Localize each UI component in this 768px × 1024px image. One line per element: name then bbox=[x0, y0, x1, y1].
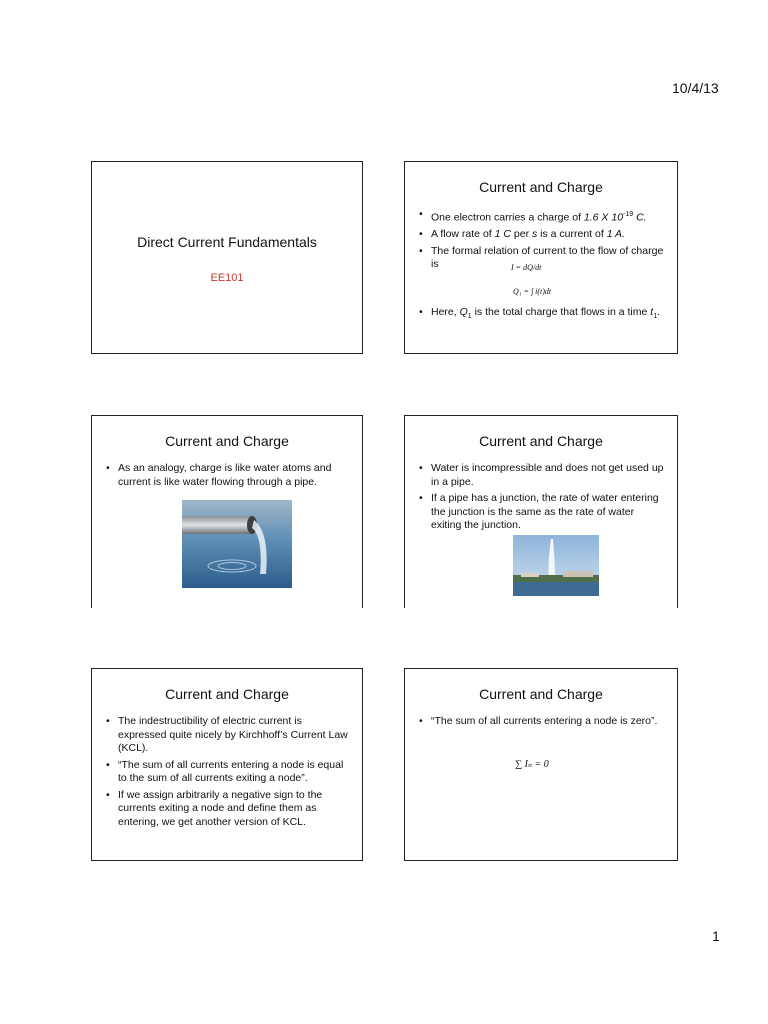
slide-title: Current and Charge bbox=[165, 433, 289, 449]
bullet-item: • Here, $Q_1$ is the total charge that flows in a time $t_1$. bbox=[419, 306, 667, 324]
slide-title: Current and Charge bbox=[165, 686, 289, 702]
bullet-list bbox=[106, 715, 352, 832]
slide-title: Current and Charge bbox=[479, 179, 603, 195]
bullet-item: • A flow rate of 1 C per s is a current of 1 A. bbox=[419, 228, 667, 242]
slide-5 bbox=[91, 668, 363, 861]
bullet-item: • If a pipe has a junction, the rate of water entering the junction is the same as the rate of water exiting the junction. bbox=[419, 492, 667, 533]
kcl-formula: ∑ Iₙ = 0 bbox=[515, 759, 549, 770]
slide-title: Current and Charge bbox=[479, 433, 603, 449]
bullet-item: • Water is incompressible and does not get used up in a pipe. bbox=[419, 462, 667, 489]
water-pipe-photo bbox=[182, 500, 292, 588]
bullet-item: • “The sum of all currents entering a node is equal to the sum of all currents exiting a node”. bbox=[106, 759, 352, 786]
current-formula: I = dQ/dt bbox=[511, 263, 542, 272]
slide-4 bbox=[404, 415, 678, 608]
slide-title: Current and Charge bbox=[479, 686, 603, 702]
bullet-list bbox=[106, 462, 352, 492]
course-code: EE101 bbox=[210, 272, 244, 284]
bullet-list bbox=[419, 462, 667, 536]
charge-integral-formula: Q₁ = ∫ i(t)dt bbox=[513, 287, 552, 296]
bullet-item: • As an analogy, charge is like water atoms and current is like water flowing through a pipe. bbox=[106, 462, 352, 489]
page-number: 1 bbox=[712, 928, 720, 944]
slide-title: Direct Current Fundamentals bbox=[137, 234, 317, 250]
fountain-photo bbox=[513, 535, 599, 596]
page-date: 10/4/13 bbox=[672, 80, 719, 96]
bullet-list bbox=[419, 715, 667, 732]
slide-1 bbox=[91, 161, 363, 354]
bullet-item: • If we assign arbitrarily a negative sign to the currents exiting a node and define them as entering, we get another version of KCL. bbox=[106, 789, 352, 830]
bullet-item: • One electron carries a charge of 1.6 X $10^{-19}$ C. bbox=[419, 208, 667, 225]
bullet-item: • The indestructibility of electric current is expressed quite nicely by Kirchhoff’s Current Law (KCL). bbox=[106, 715, 352, 756]
bullet-list bbox=[419, 208, 667, 326]
slide-6 bbox=[404, 668, 678, 861]
slide-3 bbox=[91, 415, 363, 608]
bullet-item: • “The sum of all currents entering a node is zero”. bbox=[419, 715, 667, 729]
bullet-item: • The formal relation of current to the flow of charge is bbox=[419, 245, 667, 272]
slide-2 bbox=[404, 161, 678, 354]
